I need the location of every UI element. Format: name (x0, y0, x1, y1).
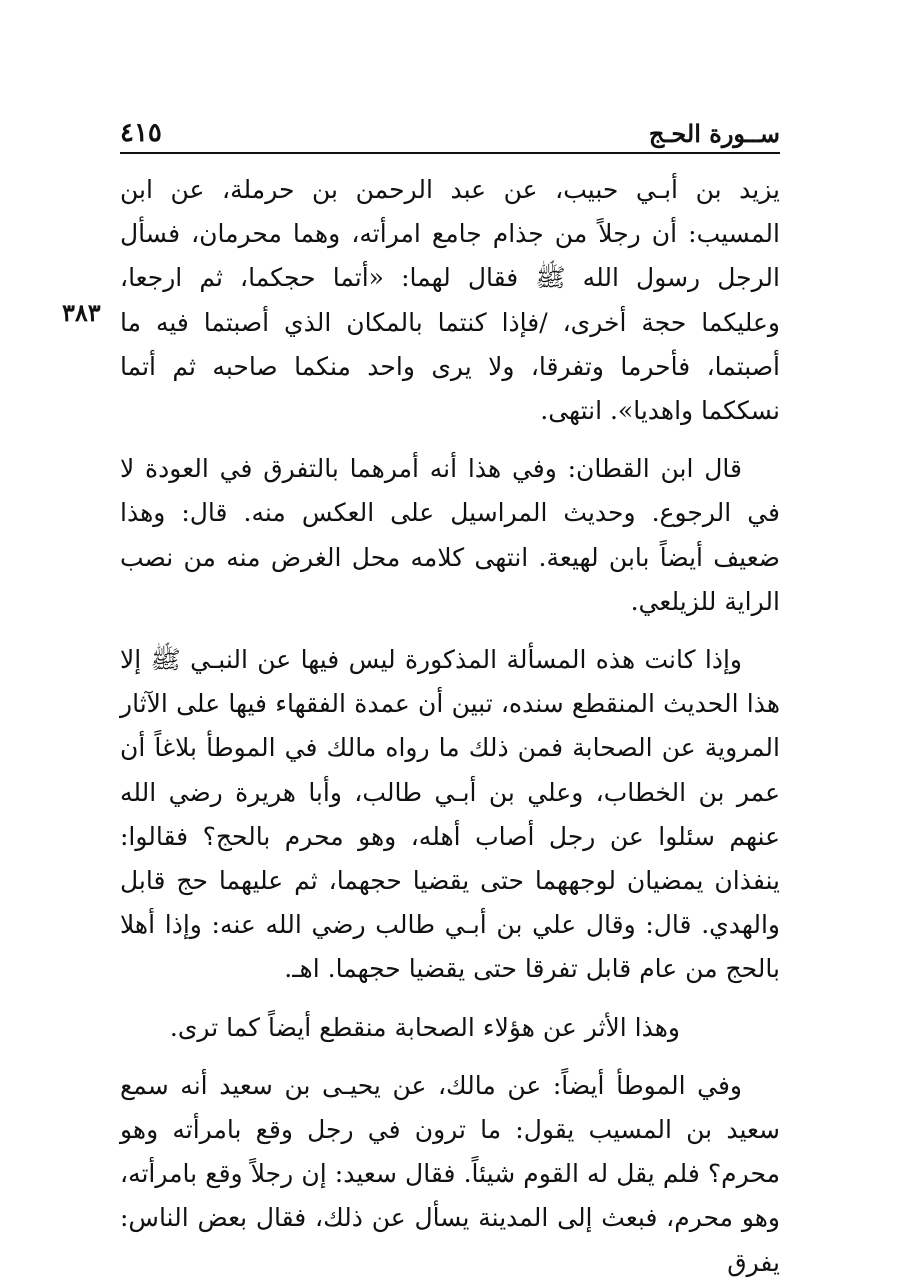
running-header (120, 104, 780, 154)
paragraph: وإذا كانت هذه المسألة المذكورة ليس فيها عن النبـي ﷺ إلا هذا الحديث المنقطع سنده، تبين أن عمدة الفقهاء فيها على الآثار المروية عن الصحابة فمن ذلك ما رواه مالك في الموطأ بلاغاً أن عمر بن الخطاب، وعلي بن أبـي طالب، وأبا هريرة رضي الله عنهم سئلوا عن رجل أصاب أهله، وهو محرم بالحج؟ فقالوا: ينفذان يمضيان لوجههما حتى يقضيا حجهما، ثم عليهما حج قابل والهدي. قال: وقال علي بن أبـي طالب رضي الله عنه: وإذا أهلا بالحج من عام قابل تفرقا حتى يقضيا حجهما. اهـ. (120, 645, 780, 984)
surah-title: ســورة الحـج (648, 119, 780, 148)
margin-page-reference: ٣٨٣ (62, 298, 101, 327)
body-text (120, 168, 780, 1285)
paragraph: قال ابن القطان: وفي هذا أنه أمرهما بالتفرق في العودة لا في الرجوع. وحديث المراسيل على العكس منه. قال: وهذا ضعيف أيضاً بابن لهيعة. انتهى كلامه محل الغرض منه من نصب الراية للزيلعي. (120, 454, 780, 616)
paragraph: وهذا الأثر عن هؤلاء الصحابة منقطع أيضاً كما ترى. (169, 1012, 680, 1042)
paragraph: وفي الموطأ أيضاً: عن مالك، عن يحيـى بن سعيد أنه سمع سعيد بن المسيب يقول: ما ترون في رجل وقع بامرأته وهو محرم؟ فلم يقل له القوم شيئاً. فقال سعيد: إن رجلاً وقع بامرأته، وهو محرم، فبعث إلى المدينة يسأل عن ذلك، فقال بعض الناس: يفرق (120, 1070, 780, 1277)
page-number: ٤١٥ (120, 118, 162, 148)
paragraph: يزيد بن أبـي حبيب، عن عبد الرحمن بن حرملة، عن ابن المسيب: أن رجلاً من جذام جامع امرأته، وهما محرمان، فسأل الرجل رسول الله ﷺ فقال لهما: «أتما حجكما، ثم ارجعا، وعليكما حجة أخرى، /فإذا كنتما بالمكان الذي أصبتما فيه ما أصبتما، فأحرما وتفرقا، ولا يرى واحد منكما صاحبه ثم أتما نسككما واهديا». انتهى. (120, 175, 780, 426)
